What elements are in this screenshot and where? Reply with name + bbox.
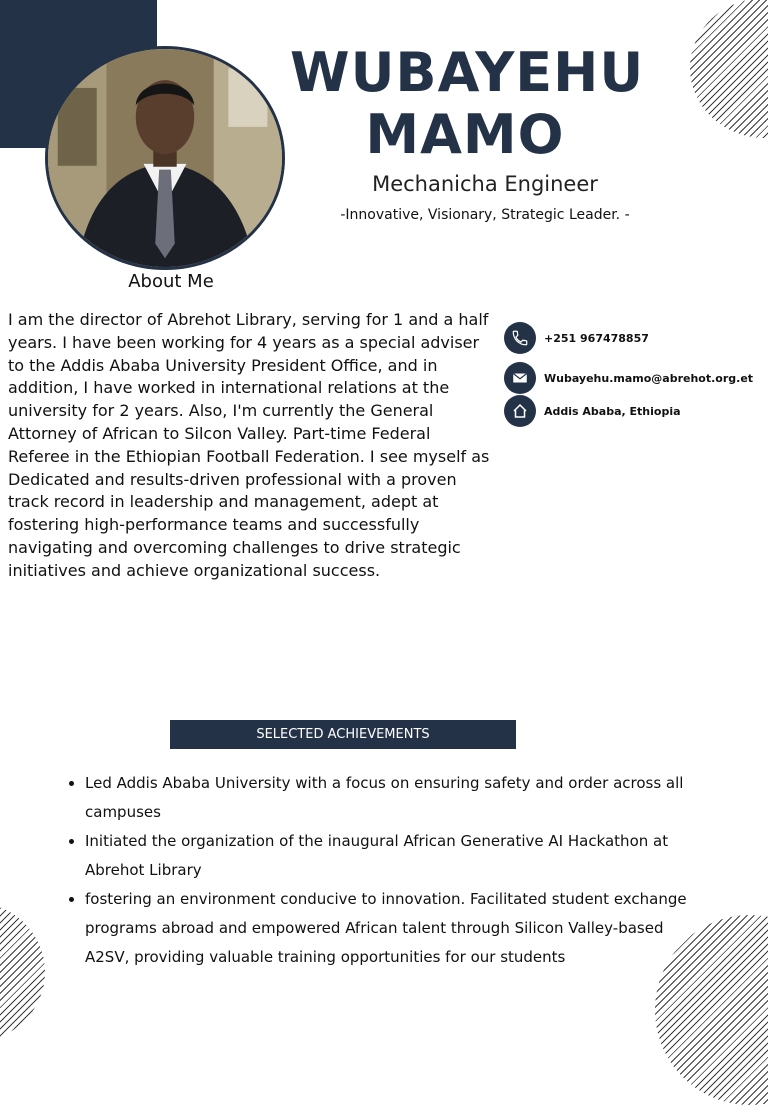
profile-photo xyxy=(45,46,285,270)
contact-phone xyxy=(504,322,649,354)
mail-icon xyxy=(504,362,536,394)
list-item: • Initiated the organization of the inaugural African Generative AI Hackathon at Abrehot Library xyxy=(85,827,695,885)
profile-photo-illustration xyxy=(48,49,282,267)
profile-name: WUBAYEHU MAMO xyxy=(290,41,645,166)
list-item: • Led Addis Ababa University with a focus on ensuring safety and order across all campuses xyxy=(85,769,695,827)
achievements-list xyxy=(65,769,695,972)
contact-email xyxy=(504,362,753,394)
home-icon xyxy=(504,395,536,427)
list-item: • fostering an environment conducive to innovation. Facilitated student exchange programs abroad and empowered African talent through Silicon Valley-based A2SV, providing valuable training opportunities for our students xyxy=(85,885,695,972)
about-me-text: I am the director of Abrehot Library, serving for 1 and a half years. I have been working for 4 years as a special adviser to the Addis Ababa University President Office, and in addition, I have worked in international relations at the university for 2 years. Also, I'm currently the General Attorney of African to Silcon Valley. Part-time Federal Referee in the Ethiopian Football Federation. I see myself as Dedicated and results-driven professional with a proven track record in leadership and management, adept at fostering high-performance teams and successfully navigating and overcoming challenges to drive strategic initiatives and achieve organizational success. xyxy=(8,310,490,580)
about-me-heading: About Me xyxy=(128,271,214,292)
decorative-hatched-circle-bottom-left xyxy=(0,902,45,1042)
contact-email-text: Wubayehu.mamo@abrehot.org.et xyxy=(544,371,754,385)
profile-tagline: -Innovative, Visionary, Strategic Leader. - xyxy=(340,207,630,223)
decorative-hatched-circle-top-right xyxy=(690,0,768,138)
contact-phone-text: +251 967478857 xyxy=(544,331,649,345)
phone-icon xyxy=(504,322,536,354)
achievements-heading: SELECTED ACHIEVEMENTS xyxy=(170,720,516,749)
contact-location-text: Addis Ababa, Ethiopia xyxy=(544,404,681,418)
profile-role: Mechanicha Engineer xyxy=(372,172,598,196)
contact-location xyxy=(504,395,681,427)
